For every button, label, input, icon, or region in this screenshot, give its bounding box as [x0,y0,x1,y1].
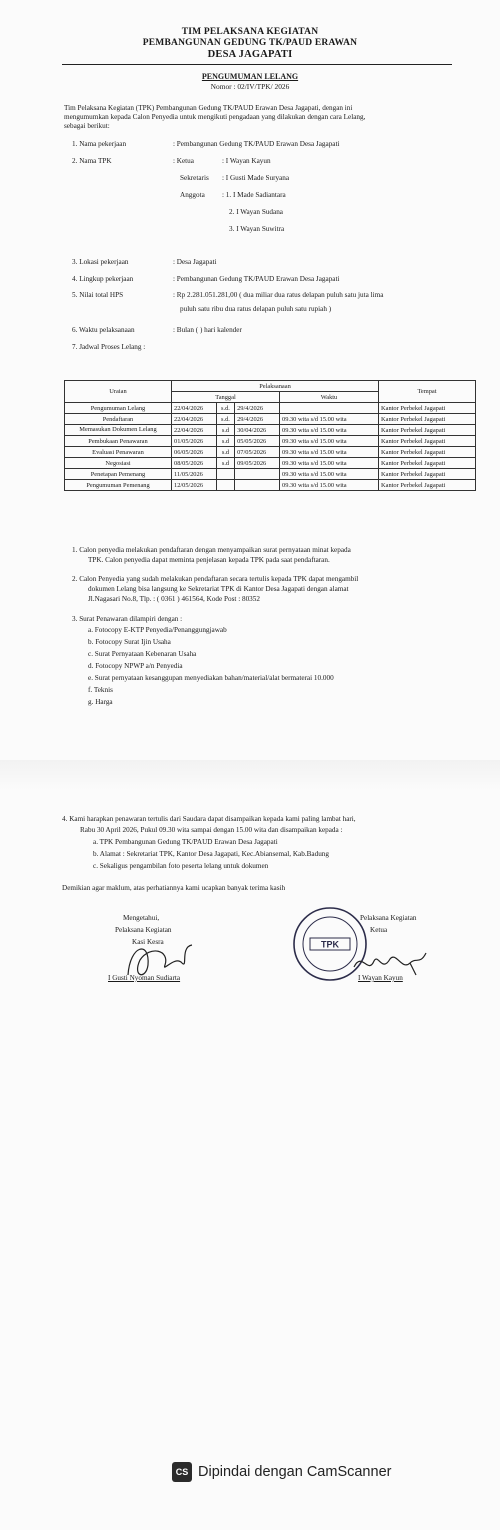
item-1-label: 1. Nama pekerjaan [72,140,127,148]
note-3-e: e. Surat pernyataan kesanggupan menyediakan bahan/material/alat bermaterai 10.000 [88,674,334,682]
sekretaris-label: Sekretaris [180,174,209,182]
schedule-row [65,447,476,458]
schedule-cell-tempat: Kantor Perbekel Jagapati [379,458,476,469]
schedule-table [64,380,476,491]
schedule-cell-sd: s.d [216,436,234,447]
schedule-cell-sd: s.d [216,425,234,436]
page-break-shadow [0,760,500,790]
note-3-a: a. Fotocopy E-KTP Penyedia/Penanggungjawab [88,626,227,634]
schedule-cell-tempat: Kantor Perbekel Jagapati [379,414,476,425]
note-1-a: 1. Calon penyedia melakukan pendaftaran dengan menyampaikan surat pernyataan minat kepada [72,546,351,554]
schedule-cell-end: 07/05/2026 [235,447,280,458]
item-4-label: 4. Lingkup pekerjaan [72,275,134,283]
header-line-2: PEMBANGUNAN GEDUNG TK/PAUD ERAWAN [142,38,358,48]
schedule-cell-sd [216,480,234,491]
schedule-cell-waktu: 09.30 wita s/d 15.00 wita [280,447,379,458]
right-signature [350,945,430,981]
schedule-row [65,403,476,414]
schedule-row [65,436,476,447]
note-4-2: b. Alamat : Sekretariat TPK, Kantor Desa Jagapati, Kec.Abiansemal, Kab.Badung [93,850,329,858]
sekretaris-value: : I Gusti Made Suryana [222,174,290,182]
schedule-cell-start: 11/05/2026 [172,469,217,480]
schedule-row [65,414,476,425]
schedule-cell-tempat: Kantor Perbekel Jagapati [379,425,476,436]
announcement-title: PENGUMUMAN LELANG [201,72,299,81]
anggota-label: Anggota [180,191,205,199]
schedule-cell-sd: s.d. [216,403,234,414]
schedule-body [65,403,476,491]
note-3-b: b. Fotocopy Surat Ijin Usaha [88,638,171,646]
note-1-b: TPK. Calon penyedia dapat meminta penjelasan kepada TPK pada saat pendaftaran. [88,556,330,564]
item-6-label: 6. Waktu pelaksanaan [72,326,135,334]
schedule-cell-sd: s.d. [216,414,234,425]
schedule-cell-start: 22/04/2026 [172,425,217,436]
schedule-cell-uraian: Pengumuman Lelang [65,403,172,414]
note-4-a: 4. Kami harapkan penawaran tertulis dari Saudara dapat disampaikan kepada kami paling lambat hari, [62,815,356,823]
schedule-cell-uraian: Pembukaan Penawaran [65,436,172,447]
sig-right-name: I Wayan Kayun [358,974,403,982]
schedule-cell-start: 01/05/2026 [172,436,217,447]
note-2-c: Jl.Nagasari No.8, Tlp. : ( 0361 ) 461564, Kode Post : 80352 [88,595,260,603]
seal-label: TPK [321,939,339,950]
camscanner-watermark [172,1462,391,1482]
col-tanggal: Tanggal [172,392,280,403]
col-uraian: Uraian [65,381,172,403]
item-2-label: 2. Nama TPK [72,157,112,165]
intro-line-3: sebagai berikut: [64,122,110,130]
note-3: 3. Surat Penawaran dilampiri dengan : [72,615,183,623]
schedule-cell-waktu: 09.30 wita s/d 15.00 wita [280,458,379,469]
sig-right-line-1: Pelaksana Kegiatan [360,914,417,922]
schedule-cell-end: 29/4/2026 [235,414,280,425]
schedule-cell-uraian: Negosiasi [65,458,172,469]
intro-line-1: Tim Pelaksana Kegiatan (TPK) Pembangunan Gedung TK/PAUD Erawan Desa Jagapati, dengan ini [64,104,353,112]
schedule-cell-end [235,469,280,480]
sig-left-line-3: Kasi Kesra [132,938,164,946]
schedule-cell-waktu: 09.30 wita s/d 15.00 wita [280,425,379,436]
item-3-value: : Desa Jagapati [173,258,217,266]
anggota-2: 2. I Wayan Sudana [229,208,283,216]
camscanner-text: Dipindai dengan CamScanner [198,1464,392,1480]
header-line-1: TIM PELAKSANA KEGIATAN [181,27,319,37]
note-2-b: dokumen Lelang bisa langsung ke Sekretariat TPK di Kantor Desa Jagapati dengan alamat [88,585,349,593]
schedule-cell-end: 09/05/2026 [235,458,280,469]
schedule-cell-uraian: Memasukan Dokumen Lelang [65,425,172,436]
schedule-cell-sd: s.d [216,447,234,458]
schedule-cell-waktu: 09.30 wita s/d 15.00 wita [280,480,379,491]
header-line-3: DESA JAGAPATI [207,49,293,60]
schedule-cell-sd: s.d [216,458,234,469]
schedule-cell-end [235,480,280,491]
note-4-1: a. TPK Pembangunan Gedung TK/PAUD Erawan Desa Jagapati [93,838,278,846]
sig-left-name: I Gusti Nyoman Sudiarta [108,974,181,982]
schedule-cell-start: 12/05/2026 [172,480,217,491]
sig-left-line-1: Mengetahui, [123,914,160,922]
item-7-label: 7. Jadwal Proses Lelang : [72,343,146,351]
item-5-value-2: puluh satu ribu dua ratus delapan puluh satu rupiah ) [180,305,332,313]
ketua-label: : Ketua [173,157,194,165]
note-4-b: Rabu 30 April 2026, Pukul 09.30 wita sampai dengan 15.00 wita dan disampaikan kepada : [80,826,343,834]
schedule-cell-end: 29/4/2026 [235,403,280,414]
intro-line-2: mengumumkan kepada Calon Penyedia untuk mengikuti pengadaan yang dilakukan dengan cara Lelang, [64,113,366,121]
schedule-row [65,425,476,436]
col-waktu: Waktu [280,392,379,403]
item-1-value: : Pembangunan Gedung TK/PAUD Erawan Desa Jagapati [173,140,340,148]
schedule-cell-tempat: Kantor Perbekel Jagapati [379,447,476,458]
announcement-number: Nomor : 02/IV/TPK/ 2026 [210,82,290,91]
schedule-cell-start: 08/05/2026 [172,458,217,469]
col-pelaksanaan: Pelaksanaan [172,381,379,392]
schedule-cell-tempat: Kantor Perbekel Jagapati [379,480,476,491]
schedule-row [65,469,476,480]
schedule-cell-uraian: Evaluasi Penawaran [65,447,172,458]
note-3-g: g. Harga [88,698,113,706]
item-5-value-1: : Rp 2.281.051.281,00 ( dua miliar dua ratus delapan puluh satu juta lima [173,291,384,299]
item-3-label: 3. Lokasi pekerjaan [72,258,129,266]
schedule-cell-uraian: Penetapan Pemenang [65,469,172,480]
schedule-cell-start: 22/04/2026 [172,403,217,414]
schedule-cell-sd [216,469,234,480]
sig-right-line-2: Ketua [370,926,388,934]
header-divider [62,64,452,65]
anggota-1: : 1. I Made Sadiantara [222,191,286,199]
sig-left-line-2: Pelaksana Kegiatan [115,926,172,934]
schedule-cell-tempat: Kantor Perbekel Jagapati [379,403,476,414]
left-signature [120,935,200,985]
item-6-value: : Bulan ( ) hari kalender [173,326,242,334]
schedule-cell-waktu: 09.30 wita s/d 15.00 wita [280,469,379,480]
note-3-f: f. Teknis [88,686,113,694]
item-5-label: 5. Nilai total HPS [72,291,124,299]
note-4-3: c. Sekaligus pengambilan foto peserta lelang untuk dokumen [93,862,269,870]
schedule-cell-end: 30/04/2026 [235,425,280,436]
ketua-value: : I Wayan Kayun [222,157,271,165]
schedule-cell-start: 06/05/2026 [172,447,217,458]
note-3-d: d. Fotocopy NPWP a/n Penyedia [88,662,183,670]
camscanner-logo-icon: CS [172,1462,192,1482]
schedule-cell-uraian: Pendaftaran [65,414,172,425]
schedule-cell-uraian: Pengumuman Pemenang [65,480,172,491]
schedule-cell-waktu: 09.30 wita s/d 15.00 wita [280,414,379,425]
anggota-3: 3. I Wayan Suwitra [229,225,285,233]
closing-text: Demikian agar maklum, atas perhatiannya kami ucapkan banyak terima kasih [62,884,286,892]
schedule-row [65,480,476,491]
schedule-cell-start: 22/04/2026 [172,414,217,425]
schedule-cell-waktu: 09.30 wita s/d 15.00 wita [280,436,379,447]
col-tempat: Tempat [379,381,476,403]
note-3-c: c. Surat Pernyataan Kebenaran Usaha [88,650,197,658]
schedule-cell-end: 05/05/2026 [235,436,280,447]
note-2-a: 2. Calon Penyedia yang sudah melakukan pendaftaran secara tertulis kepada TPK dapat mengambil [72,575,359,583]
item-4-value: : Pembangunan Gedung TK/PAUD Erawan Desa Jagapati [173,275,340,283]
schedule-cell-tempat: Kantor Perbekel Jagapati [379,469,476,480]
schedule-row [65,458,476,469]
schedule-cell-waktu [280,403,379,414]
schedule-cell-tempat: Kantor Perbekel Jagapati [379,436,476,447]
